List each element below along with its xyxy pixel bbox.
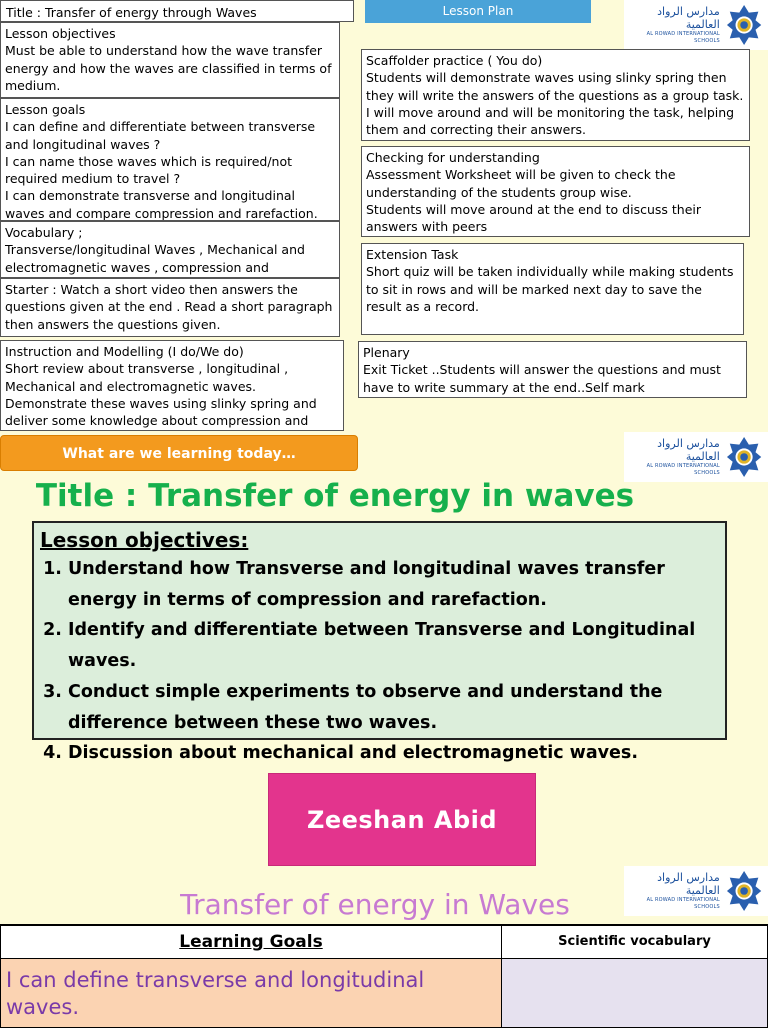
checking-line: Students will move around at the end to discuss their answers with peers [366,201,702,235]
logo-arabic-text: مدارس الرواد العالمية [657,5,720,31]
extension-text: Short quiz will be taken individually while making students to sit in rows and will be marked next day to save the result as a record. [366,264,734,314]
vocabulary-box [0,221,340,278]
lesson-objectives-text: Must be able to understand how the wave transfer energy and how the waves are classified in terms of medium. [5,43,332,93]
school-emblem-icon [726,435,762,479]
author-name-box: Zeeshan Abid [268,773,536,866]
checking-line: Assessment Worksheet will be given to check the understanding of the students group wise. [366,167,676,200]
instruction-box [0,340,344,431]
instruction-text: Short review about transverse , longitudinal , Mechanical and electromagnetic waves. Demonstrate these waves using slinky spring and deliver some knowledge about compression and [5,361,317,429]
lesson-goals-heading: Lesson goals [5,102,86,117]
plenary-text: Exit Ticket ..Students will answer the questions and must have to write summary at the end..Self mark [363,362,721,395]
lesson-goals-box [0,98,340,221]
learning-goal-cell [0,958,502,1028]
slide-title: Title : Transfer of energy in waves [35,478,635,514]
lesson-goal-line: I can name those waves which is required/not required medium to travel ? [5,153,293,187]
starter-box [0,278,340,337]
vocabulary-text: Transverse/longitudinal Waves , Mechanical and electromagnetic waves , compression and [5,242,305,275]
plenary-heading: Plenary [363,345,410,360]
lesson-title: Title : Transfer of energy through Waves [6,5,257,20]
school-logo [624,0,768,50]
lesson-plan-button[interactable]: Lesson Plan [365,0,591,23]
goals-vocabulary-table [0,924,768,1025]
plenary-box [358,341,747,398]
objective-item: 1. Understand how Transverse and longitudinal waves transfer energy in terms of compression and rarefaction. [68,554,719,615]
slide3-title: Transfer of energy in Waves [180,888,570,921]
lesson-objectives-box [0,22,340,98]
learning-today-banner[interactable]: What are we learning today… [0,435,358,471]
logo-english-text: AL ROWAD INTERNATIONAL SCHOOLS [646,31,720,44]
vocabulary-cell [501,958,768,1028]
scientific-vocabulary-header: Scientific vocabulary [501,925,768,959]
learning-goals-header: Learning Goals [0,925,502,959]
objective-item: 4. Discussion about mechanical and electromagnetic waves. [68,738,719,769]
lesson-objectives-heading: Lesson objectives [5,26,116,41]
lesson-goal-line: I can define and differentiate between transverse and longitudinal waves ? [5,119,316,152]
lesson-goal-line: I can demonstrate transverse and longitudinal waves and compare compression and rarefaction. [5,188,318,221]
scaffolder-box [361,49,750,141]
instruction-heading: Instruction and Modelling (I do/We do) [5,344,244,359]
school-emblem-icon [726,3,762,47]
logo-english-text: AL ROWAD INTERNATIONAL SCHOOLS [646,897,720,910]
objective-item: 3. Conduct simple experiments to observe and understand the difference between these two waves. [68,677,719,738]
scaffolder-heading: Scaffolder practice ( You do) [366,53,543,68]
extension-box [361,243,744,335]
vocabulary-heading: Vocabulary ; [5,225,83,240]
extension-heading: Extension Task [366,247,459,262]
objectives-list [40,554,719,769]
school-logo [624,432,768,482]
checking-box [361,146,750,237]
lesson-objectives-panel [32,521,727,764]
logo-arabic-text: مدارس الرواد العالمية [657,437,720,463]
checking-heading: Checking for understanding [366,150,540,165]
objective-item: 2. Identify and differentiate between Transverse and Longitudinal waves. [68,615,719,676]
logo-english-text: AL ROWAD INTERNATIONAL SCHOOLS [646,463,720,476]
starter-text: Starter : Watch a short video then answers the questions given at the end . Read a short paragraph then answers the questions given. [5,282,333,332]
learning-goal-text: I can define transverse and longitudinal waves. [6,968,425,1019]
lesson-title-box [0,0,354,22]
logo-arabic-text: مدارس الرواد العالمية [657,871,720,897]
objectives-heading: Lesson objectives: [40,528,249,552]
scaffolder-line: I will move around and will be monitoring the task, helping them and correcting their answers. [366,104,735,138]
scaffolder-line: Students will demonstrate waves using slinky spring then they will write the answers of the questions as a group task. [366,70,744,103]
